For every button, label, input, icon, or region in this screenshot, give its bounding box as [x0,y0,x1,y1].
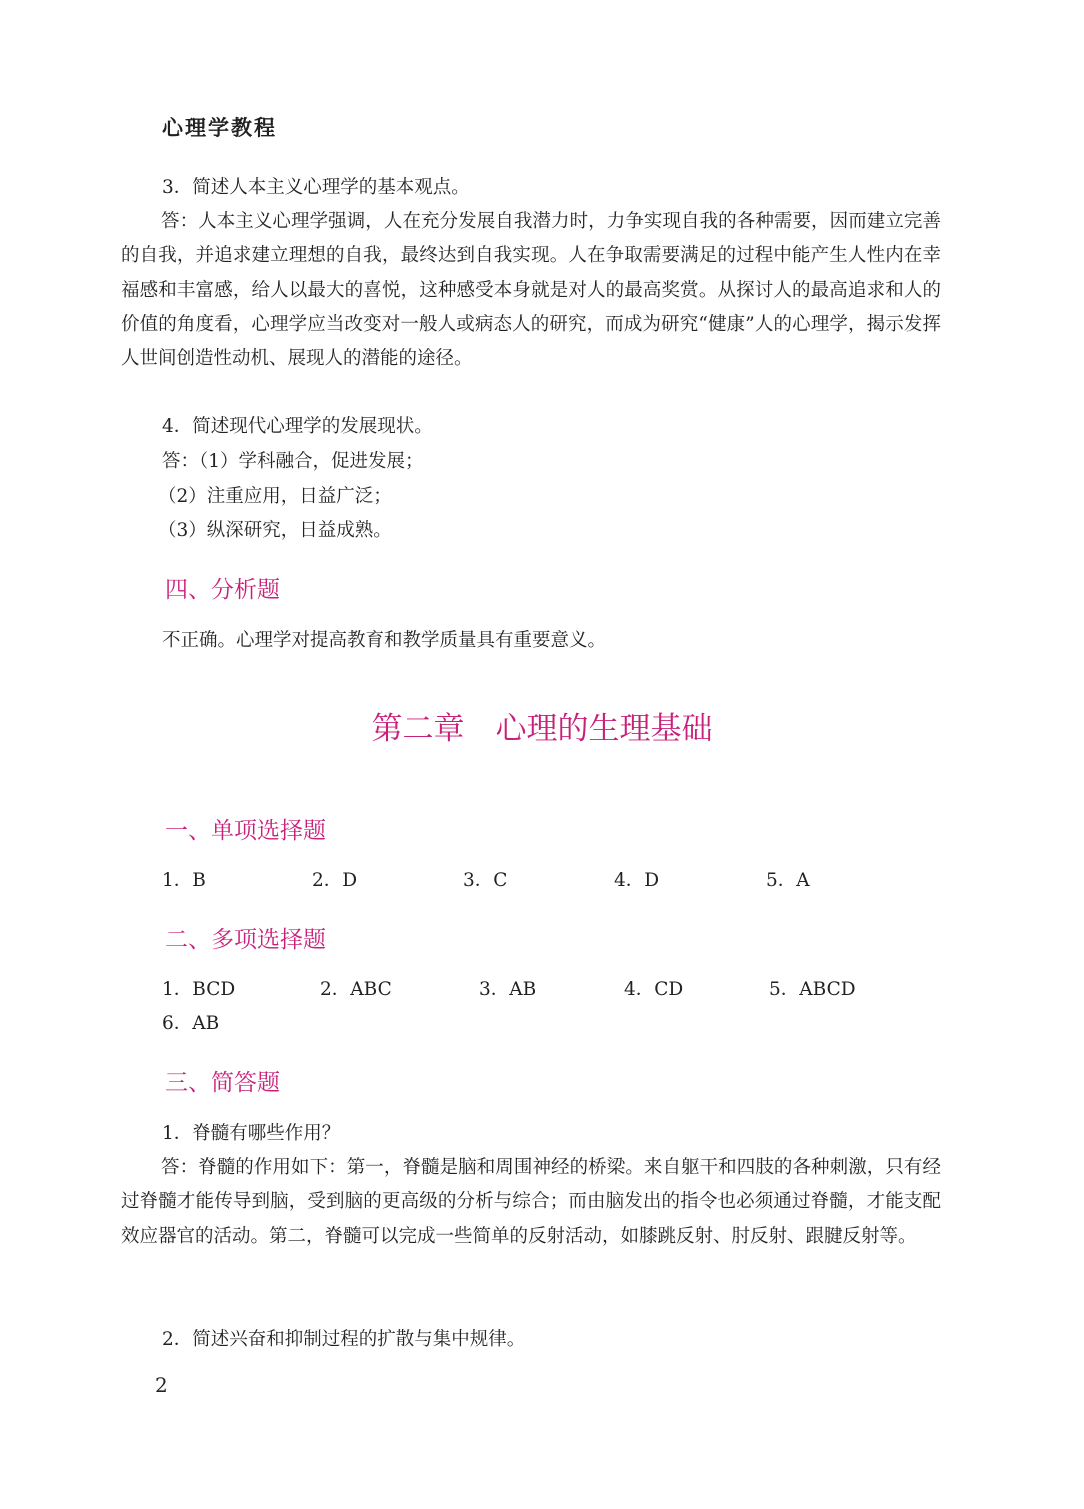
single-answer-1: 1．B [162,870,206,891]
single-answer-2: 2．D [312,870,358,891]
running-head: 心理学教程 [162,116,277,140]
multi-answer-3: 3．AB [479,979,537,1000]
short-question-1: 1．脊髓有哪些作用？ [162,1123,341,1144]
question-3: 3．简述人本主义心理学的基本观点。 [162,177,470,198]
section-short-answer-title: 三、简答题 [165,1070,280,1096]
question-4: 4．简述现代心理学的发展现状。 [162,416,433,437]
answer-4-line-1: 答：（1）学科融合，促进发展； [162,451,424,472]
section-analysis-title: 四、分析题 [165,577,280,603]
multi-answer-1: 1．BCD [162,979,236,1000]
section-single-choice-title: 一、单项选择题 [165,818,326,844]
section-multi-choice-title: 二、多项选择题 [165,927,326,953]
chapter-title: 第二章 心理的生理基础 [371,711,713,747]
multi-answer-5: 5．ABCD [769,979,856,1000]
page-number: 2 [155,1373,168,1397]
answer-4-line-3: （3）纵深研究，日益成熟。 [158,520,392,541]
single-answer-4: 4．D [614,870,660,891]
single-answer-5: 5．A [766,870,810,891]
multi-answer-4: 4．CD [624,979,684,1000]
single-answer-3: 3．C [463,870,508,891]
multi-answer-6: 6．AB [162,1013,220,1034]
analysis-answer: 不正确。心理学对提高教育和教学质量具有重要意义。 [162,630,607,651]
short-question-2: 2．简述兴奋和抑制过程的扩散与集中规律。 [162,1329,526,1350]
multi-answer-2: 2．ABC [320,979,392,1000]
answer-3: 答：人本主义心理学强调，人在充分发展自我潜力时，力争实现自我的各种需要，因而建立完善的自我，并追求建立理想的自我，最终达到自我实现。人在争取需要满足的过程中能产生人性内在幸福感和丰富感，给人以最大的喜悦，这种感受本身就是对人的最高奖赏。从探讨人的最高追求和人的价值的角度看，心理学应当改变对一般人或病态人的研究，而成为研究“健康”人的心理学，揭示发挥人世间创造性动机、展现人的潜能的途径。 [121,211,941,370]
short-answer-1: 答：脊髓的作用如下：第一，脊髓是脑和周围神经的桥梁。来自躯干和四肢的各种刺激，只有经过脊髓才能传导到脑，受到脑的更高级的分析与综合；而由脑发出的指令也必须通过脊髓，才能支配效应器官的活动。第二，脊髓可以完成一些简单的反射活动，如膝跳反射、肘反射、跟腱反射等。 [121,1157,941,1247]
answer-4-line-2: （2）注重应用，日益广泛； [158,486,392,507]
